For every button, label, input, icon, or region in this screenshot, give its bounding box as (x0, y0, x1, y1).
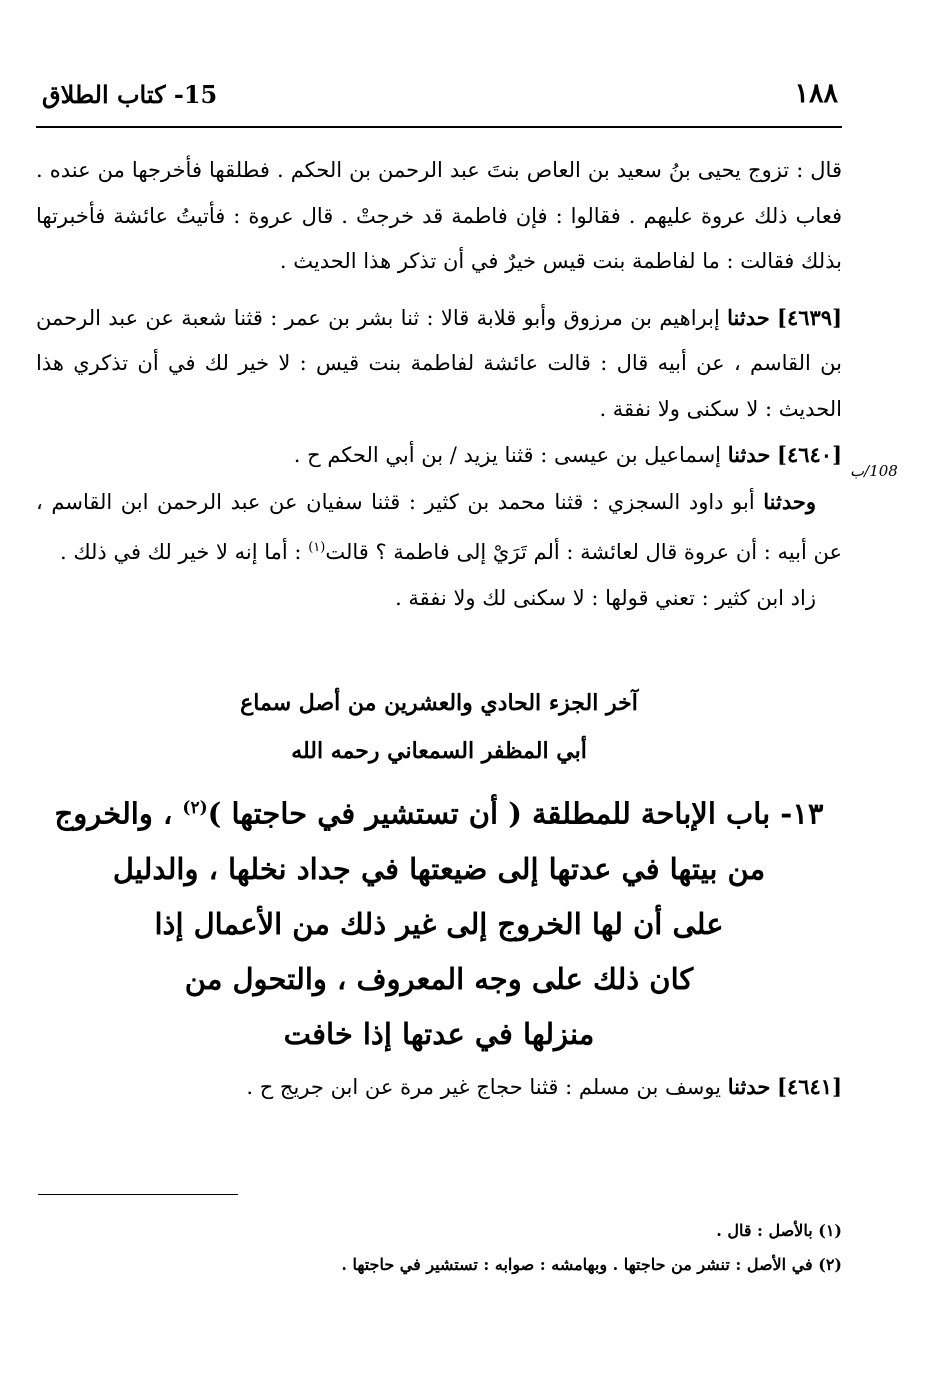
colophon-line: آخر الجزء الحادي والعشرين من أصل سماع (240, 690, 638, 716)
running-title: 15- كتاب الطلاق (42, 80, 218, 109)
chapter-line-text: ١٣- باب الإباحة للمطلقة ( أن تستشير في حاجتها ) (207, 796, 824, 831)
hadith-lead: حدثنا (727, 304, 770, 330)
hadith-4641 (36, 1064, 842, 1111)
paragraph-1 (36, 148, 842, 285)
hadith-number: [٤٦٤٠] (777, 442, 842, 467)
hadith-4639 (36, 295, 842, 433)
header-rule (36, 126, 842, 128)
addition-text: زاد ابن كثير : تعني قولها : لا سكنى لك ولا نفقة . (395, 585, 816, 610)
hadith-text: يوسف بن مسلم : قثنا حجاج غير مرة عن ابن جريج ح . (246, 1074, 722, 1099)
hadith-text: إبراهيم بن مرزوق وأبو قلابة قالا : ثنا بشر بن عمر : قثنا شعبة عن عبد الرحمن بن القاسم ، عن أبيه قال : قالت عائشة لفاطمة بنت قيس : لا خير لك في أن تذكري هذا الحديث : لا سكنى ولا نفقة . (36, 305, 842, 421)
chapter-line-tail: ، والخروج (54, 796, 183, 831)
chapter-heading (36, 781, 842, 1062)
chapter-line: منزلها في عدتها إذا خافت (283, 1016, 595, 1051)
main-text (36, 148, 842, 1110)
hadith-4640 (36, 432, 842, 479)
hadith-lead: حدثنا (727, 1073, 771, 1099)
footnote-2: (٢) في الأصل : تنشر من حاجتها . وبهامشه : صوابه : تستشير في حاجتها . (341, 1255, 842, 1274)
footnote-mark-2: (٢) (182, 798, 208, 818)
colophon (36, 679, 842, 775)
hadith-text: إسماعيل بن عيسى : قثنا يزيد / بن أبي الحكم ح . (293, 443, 722, 467)
hadith-text: أبو داود السجزي : قثنا محمد بن كثير : قثنا سفيان عن عبد الرحمن ابن القاسم ، عن أبيه : أن عروة قال لعائشة : ألم تَرَيْ إلى فاطمة ؟ قالت (36, 489, 842, 564)
footnote-1: (١) بالأصل : قال . (716, 1221, 842, 1240)
hadith-lead: حدثنا (727, 442, 771, 467)
hadith-number: [٤٦٤١] (777, 1073, 842, 1099)
footnote-mark-1: (١) (308, 540, 326, 555)
hadith-text-continued: : أما إنه لا خير لك في ذلك . (59, 540, 309, 564)
chapter-line: كان ذلك على وجه المعروف ، والتحول من (184, 961, 694, 996)
paragraph-text: قال : تزوج يحيى بنُ سعيد بن العاص بنتَ عبد الرحمن بن الحكم . فطلقها فأخرجها من عنده . فعاب ذلك عروة عليهم . فقالوا : فإن فاطمة قد خرجتْ . قال عروة : فأتيتُ عائشة فأخبرتها بذلك فقالت : ما لفاطمة بنت قيس خيرٌ في أن تذكر هذا الحديث . (36, 158, 842, 273)
addition-paragraph (36, 576, 842, 622)
page-header (36, 78, 842, 118)
footnote-rule (38, 1194, 238, 1195)
hadith-lead: وحدثنا (763, 488, 816, 514)
margin-folio-note: 108/ب (850, 462, 898, 480)
page-number: ١٨٨ (794, 78, 838, 109)
hadith-4640-second-chain (36, 479, 842, 576)
hadith-number: [٤٦٣٩] (777, 304, 842, 330)
chapter-line (36, 781, 842, 842)
colophon-line: أبي المظفر السمعاني رحمه الله (291, 738, 587, 764)
footnotes (36, 1214, 842, 1282)
book-page (36, 60, 842, 1350)
chapter-line: على أن لها الخروج إلى غير ذلك من الأعمال إذا (154, 906, 724, 941)
chapter-line: من بيتها في عدتها إلى ضيعتها في جداد نخلها ، والدليل (112, 851, 766, 886)
